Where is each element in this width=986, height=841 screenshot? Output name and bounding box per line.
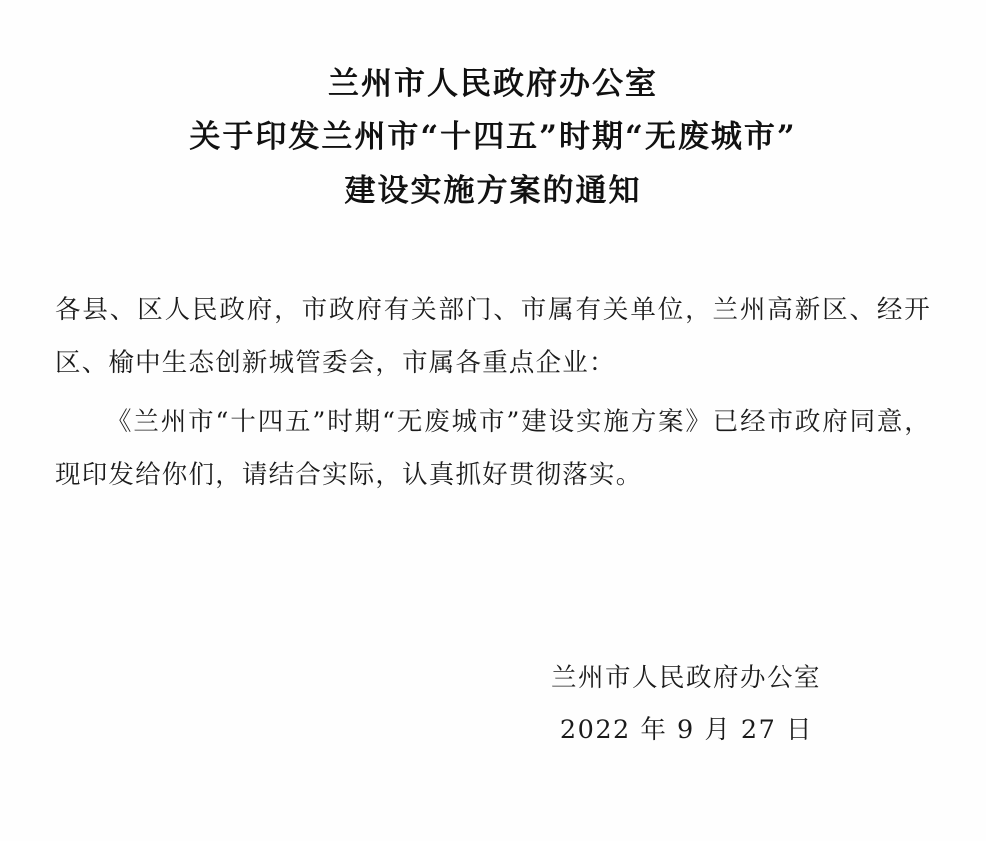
title-line-1: 兰州市人民政府办公室 — [328, 66, 658, 102]
page-title — [55, 40, 931, 218]
recipient-paragraph: 各县、区人民政府，市政府有关部门、市属有关单位，兰州高新区、经开区、榆中生态创新城管委会，市属各重点企业： — [55, 294, 931, 378]
document-body — [55, 284, 931, 502]
signature-block — [55, 652, 931, 757]
title-line-3: 建设实施方案的通知 — [344, 172, 642, 209]
notice-paragraph: 《兰州市“十四五”时期“无废城市”建设实施方案》已经市政府同意，现印发给你们，请结合实际，认真抓好贯彻落实。 — [55, 407, 931, 491]
signature-date: 2022 年 9 月 27 日 — [559, 715, 813, 746]
title-line-2: 关于印发兰州市“十四五”时期“无废城市” — [189, 119, 797, 156]
signature-issuer: 兰州市人民政府办公室 — [550, 663, 821, 694]
